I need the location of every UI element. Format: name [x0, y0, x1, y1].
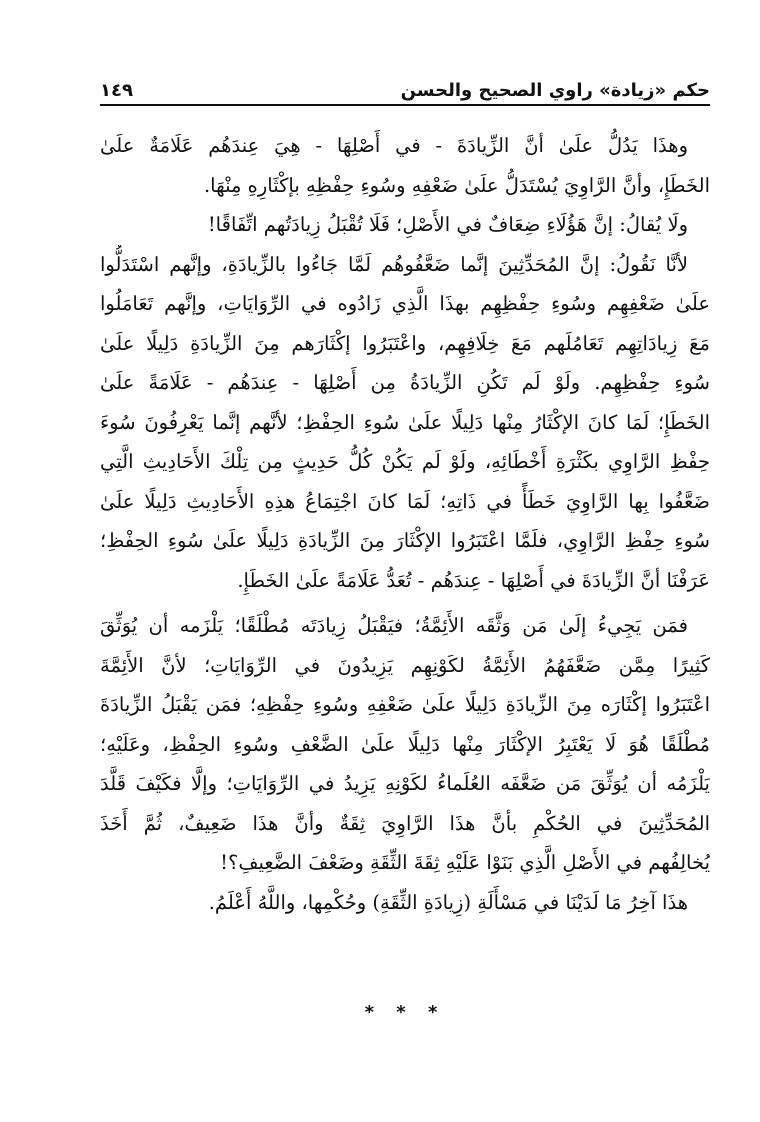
paragraph: [100, 606, 710, 883]
section-separator: * * *: [364, 1002, 446, 1023]
text-line: مُطْلَقًا هُوَ لَا يَعْتَبِرُ الإكْثَارَ مِنْها دَلِيلًا علَىٰ الضَّعْفِ وسُوءِ الحِفْظِ، وعَلَيْهِ؛: [100, 732, 710, 756]
text-line: الخَطَإِ؛ لَمَا كانَ الإكْثَارُ مِنْها دَلِيلًا علَىٰ سُوءِ الحِفْظِ؛ لأنَّهم إنَّما يَعْرِفُونَ سُوءَ: [100, 410, 710, 434]
text-line: الخَطَإِ، وأنَّ الرَّاوِيَ يُسْتَدَلُّ علَىٰ ضَعْفِهِ وسُوءِ حِفْظِهِ بإكْثَارِهِ مِنْهَا.: [203, 173, 710, 197]
text-line: يُخالِفُهم في الأَصْلِ الَّذِي بَنَوْا عَلَيْهِ ثِقَةَ الثِّقَةِ وضَعْفَ الضَّعِيفِ؟!: [220, 851, 710, 874]
text-line: هذَا آخِرُ مَا لَدَيْنَا في مَسْأَلَةِ (زِيادَةِ الثِّقَةِ) وحُكْمِها، واللَّهُ أَعْلَمُ.: [208, 890, 688, 914]
text-line: ضَعَّفُوا بِها الرَّاوِيَ خَطَأً في ذَاتِهِ؛ لَمَا كانَ اجْتِمَاعُ هذِهِ الأَحَادِيثِ دَلِيلًا علَىٰ: [100, 489, 710, 513]
text-line: ولَا يُقالُ: إنَّ هَؤُلَاءِ ضِعَافٌ في الأَصْلِ؛ فَلَا تُقْبَلُ زِيادَتُهم اتِّفَاقًا!: [207, 213, 688, 236]
text-line: مَعَ زِيادَاتِهِم تَعَامُلَهم مَعَ خِلَافِهِم، واعْتَبَرُوا إكْثَارَهم مِنَ الزِّيادَةِ دَلِيلًا علَىٰ: [100, 331, 710, 355]
page-number: ١٤٩: [100, 80, 133, 101]
text-line: عَرَفْنَا أنَّ الزِّيادَةَ في أَصْلِهَا - عِندَهُم - تُعَدُّ عَلَامَةً علَىٰ الخَطَإِ.: [237, 568, 710, 592]
text-line: وهذَا يَدُلُّ علَىٰ أنَّ الزِّيادَةَ - في أَصْلِهَا - هِيَ عِندَهُم عَلَامَةٌ علَىٰ: [100, 134, 688, 157]
paragraph: [100, 245, 710, 601]
paragraph: [100, 126, 710, 205]
text-line: يَلْزَمُه أن يُوَثِّقَ مَن ضَعَّفَه العُلَماءُ لكَوْنِهِ يَزِيدُ في الرِّوَايَاتِ؛ وإلَّا فكَيْفَ قَلَّدَ: [100, 772, 710, 795]
text-line: كَثِيرًا مِمَّن ضَعَّفَهُمُ الأَئِمَّةُ لكَوْنِهِم يَزِيدُونَ في الرِّوَايَاتِ؛ لأنَّ الأَئِمَّةَ: [100, 653, 710, 677]
paragraph: [100, 883, 710, 923]
text-line: حِفْظِ الرَّاوِي بكَثْرَةِ أَخْطَائِهِ، ولَوْ لَم يَكُنْ كُلُّ حَدِيثٍ مِن تِلْكَ الأَحَادِيثِ الَّتِي: [100, 450, 710, 473]
body-text: [100, 126, 710, 1026]
text-line: اعْتَبَرُوا إكْثَارَه مِنَ الزِّيادَةِ دَلِيلًا علَىٰ ضَعْفِهِ وسُوءِ حِفْظِهِ؛ فمَن يَقْبَلُ الزِّيادَةَ: [100, 693, 710, 716]
paragraph: [100, 205, 710, 245]
text-line: سُوءِ حِفْظِ الرَّاوِي، فلَمَّا اعْتَبَرُوا الإكْثَارَ مِنَ الزِّيادَةِ دَلِيلًا علَىٰ سُوءِ الحِفْظِ؛: [100, 529, 710, 552]
text-line: المُحَدِّثِينَ في الحُكْمِ بأنَّ هذَا الرَّاوِيَ ثِقَةٌ وأنَّ هذَا ضَعِيفٌ، ثُمَّ أَخَذَ: [100, 811, 710, 835]
text-line: فمَن يَجِيءُ إلَىٰ مَن وَثَّقَه الأَئِمَّةُ؛ فيَقْبَلُ زِيادَتَه مُطْلَقًا؛ يَلْزَمه أن يُوَثِّقَ: [100, 614, 688, 637]
text-line: لأنَّا نَقُولُ: إنَّ المُحَدِّثِينَ إنَّما ضَعَّفُوهُم لَمَّا جَاءُوا بالزِّيادَةِ، وإنَّهم اسْتَدَلُّوا: [100, 252, 688, 276]
page-header: [100, 70, 710, 106]
text-line: سُوءِ حِفْظِهِم. ولَوْ لَم تَكُنِ الزِّيادَةُ مِن أَصْلِهَا - عِندَهُم - عَلَامَةً علَىٰ: [100, 371, 710, 394]
running-title: حكم «زيادة» راوي الصحيح والحسن: [400, 80, 710, 101]
text-line: علَىٰ ضَعْفِهِم وسُوءِ حِفْظِهِم بهذَا الَّذِي زَادُوه في الرِّوَايَاتِ، وإنَّهم تَعَامَلُوا: [100, 292, 710, 315]
